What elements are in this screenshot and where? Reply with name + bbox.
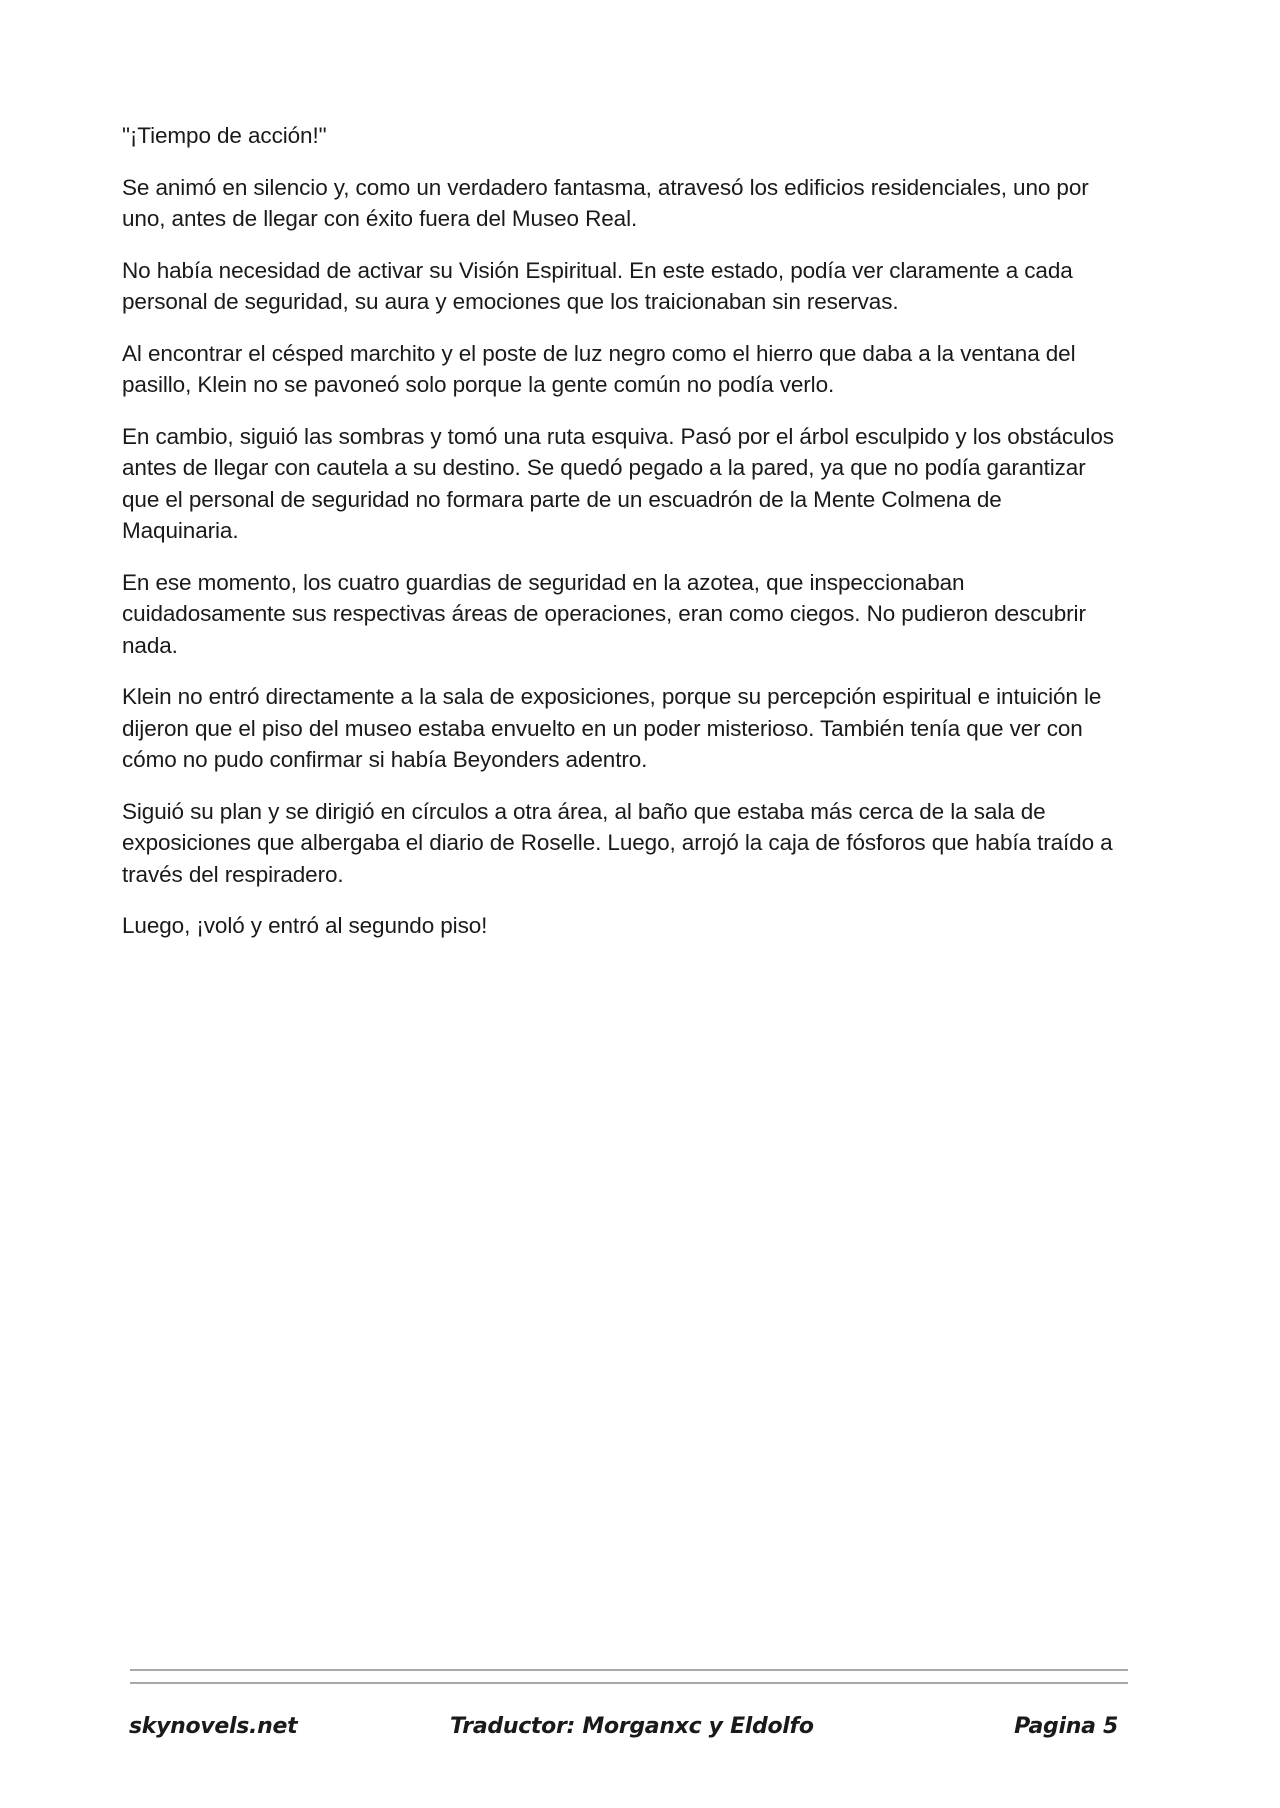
footer-divider-bottom xyxy=(130,1682,1128,1684)
paragraph-4: Al encontrar el césped marchito y el poste de luz negro como el hierro que daba a la ventana del pasillo, Klein no se pavoneó solo porque la gente común no podía verlo. xyxy=(122,340,1076,397)
paragraph-1: "¡Tiempo de acción!" xyxy=(122,123,327,148)
paragraph-2: Se animó en silencio y, como un verdadero fantasma, atravesó los edificios residenciales, uno por uno, antes de llegar con éxito fuera del Museo Real. xyxy=(122,174,1089,231)
paragraph-3: No había necesidad de activar su Visión Espiritual. En este estado, podía ver claramente a cada personal de seguridad, su aura y emociones que los traicionaban sin reservas. xyxy=(122,257,1073,314)
paragraph-8: Siguió su plan y se dirigió en círculos a otra área, al baño que estaba más cerca de la sala de exposiciones que albergaba el diario de Roselle. Luego, arrojó la caja de fósforos que había traído a través del respiradero. xyxy=(122,798,1113,887)
footer-site: skynovels.net xyxy=(129,1714,298,1739)
paragraph-5: En cambio, siguió las sombras y tomó una ruta esquiva. Pasó por el árbol esculpido y los obstáculos antes de llegar con cautela a su destino. Se quedó pegado a la pared, ya que no podía garantizar que el personal de seguridad no formara parte de un escuadrón de la Mente Colmena de Maquinaria. xyxy=(122,423,1114,543)
footer-divider-top xyxy=(130,1669,1128,1671)
page-footer xyxy=(0,1714,1280,1748)
paragraph-7: Klein no entró directamente a la sala de exposiciones, porque su percepción espiritual e intuición le dijeron que el piso del museo estaba envuelto en un poder misterioso. También tenía que ver con cómo no pudo confirmar si había Beyonders adentro. xyxy=(122,684,1102,772)
paragraph-6: En ese momento, los cuatro guardias de seguridad en la azotea, que inspeccionaban cuidadosamente sus respectivas áreas de operaciones, eran como ciegos. No pudieron descubrir nada. xyxy=(122,569,1086,658)
footer-translator: Traductor: Morganxc y Eldolfo xyxy=(450,1714,814,1739)
paragraph-9: Luego, ¡voló y entró al segundo piso! xyxy=(122,913,488,938)
footer-page-number: Pagina 5 xyxy=(1014,1714,1118,1739)
document-body xyxy=(122,120,1122,962)
